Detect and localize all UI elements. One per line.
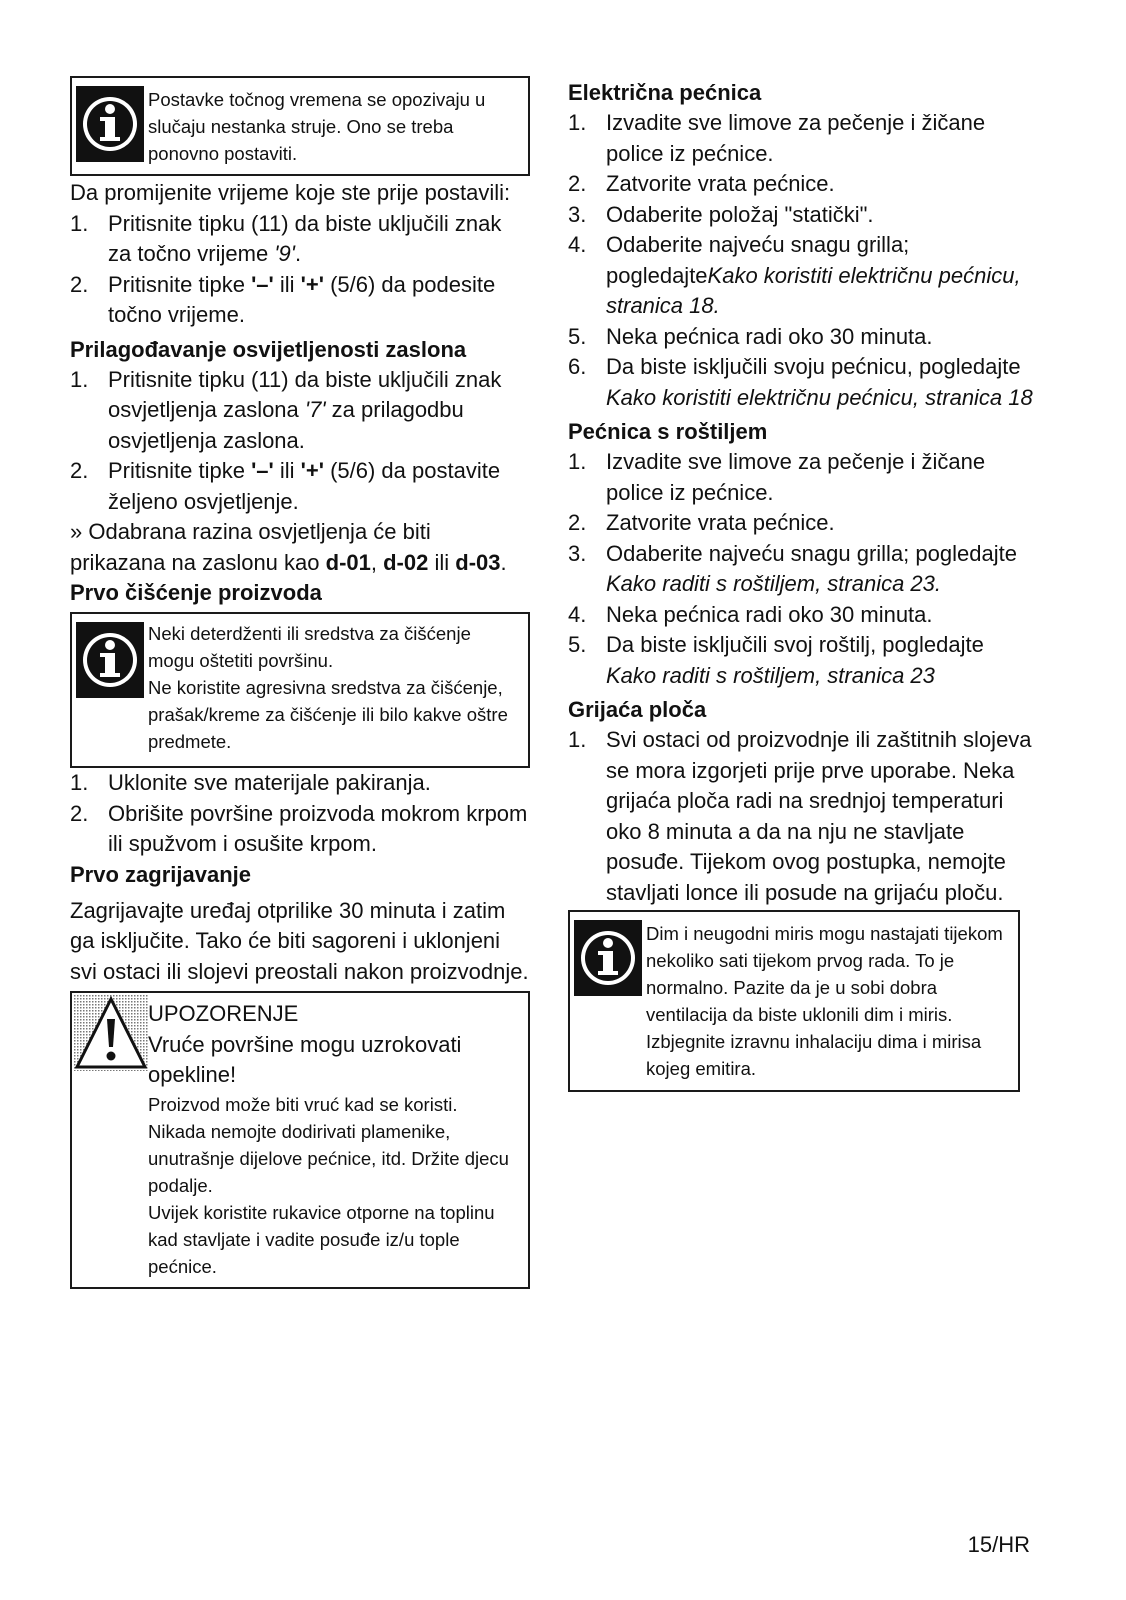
step-text: Odaberite najveću snagu grilla; pogledajte [606, 232, 910, 288]
step-text-end: (5/6) da podesite točno vrijeme. [108, 271, 496, 327]
hob-heading: Grijaća ploča [568, 697, 707, 722]
list-item [70, 768, 530, 799]
step-text-mid: ili [273, 271, 301, 297]
left-column [70, 76, 530, 1289]
list-item [568, 630, 1038, 691]
step-text: Uklonite sve materijale pakiranja. [108, 770, 431, 795]
list-item [70, 799, 530, 860]
list-item [568, 508, 1038, 539]
oven-heading: Električna pećnica [568, 80, 762, 105]
step-number: 1. [568, 449, 587, 474]
plus-key-label: '+' [300, 458, 324, 483]
info-note-smoke [568, 910, 1020, 1092]
list-item [568, 230, 1038, 322]
right-column [568, 78, 1038, 1092]
step-text: Odaberite najveću snagu grilla; pogledajte [606, 540, 1017, 566]
step-reference: Kako koristiti električnu pećnicu, stranica 18. [606, 262, 1021, 318]
oven-steps [568, 108, 1038, 413]
list-item [568, 108, 1038, 169]
list-item [568, 169, 1038, 200]
step-italic: '7' [304, 397, 326, 422]
hob-steps [568, 725, 1038, 908]
note-text: Neki deterdženti ili sredstva za čišćenje mogu oštetiti površinu. [148, 623, 471, 671]
change-time-intro: Da promijenite vrijeme koje ste prije postavili: [70, 180, 511, 205]
step-text-end: . [294, 241, 302, 266]
step-text: Svi ostaci od proizvodnje ili zaštitnih slojeva se mora izgorjeti prije prve uporabe. Neka grijaća ploča radi na srednjoj temperaturi oko 8 minuta a da na nju ne stavljate posuđe. Tijekom ovog postupka, nemojte stavljati lonce ili posude na grijaću ploču. [606, 727, 1032, 905]
minus-key-label: '–' [251, 271, 274, 297]
step-number: 1. [568, 727, 587, 752]
step-text-end: za prilagodbu osvjetljenja zaslona. [108, 397, 464, 453]
list-item [70, 209, 530, 270]
step-reference: Kako koristiti električnu pećnicu, stranica 18 [606, 384, 1033, 410]
warning-text: Proizvod može biti vruć kad se koristi. Nikada nemojte dodirivati plamenike, unutrašnje dijelove pećnice, itd. Držite djecu podalje. [148, 1093, 509, 1196]
note-text: Ne koristite agresivna sredstva za čišćenje, prašak/kreme za čišćenje ili bilo kakve oštre predmete. [148, 677, 508, 752]
list-item [568, 352, 1038, 413]
step-text: Odaberite položaj "statički". [606, 201, 874, 227]
step-text-mid: ili [273, 458, 301, 483]
step-number: 2. [70, 458, 89, 483]
step-number: 2. [70, 800, 89, 826]
separator: , [370, 549, 384, 575]
step-text: Pritisnite tipku (11) da biste uključili znak osvjetljenja zaslona [108, 366, 502, 422]
step-text: Pritisnite tipku (11) da biste uključili znak za točno vrijeme [108, 210, 502, 266]
info-note-detergents [70, 612, 530, 768]
change-time-steps [70, 209, 530, 331]
info-icon [76, 86, 144, 162]
step-number: 2. [568, 171, 587, 196]
brightness-steps [70, 365, 530, 518]
list-item [568, 322, 1038, 353]
step-text: Izvadite sve limove za pečenje i žičane police iz pećnice. [606, 110, 986, 166]
step-text: Izvadite sve limove za pečenje i žičane police iz pećnice. [606, 449, 986, 505]
step-number: 1. [70, 770, 89, 795]
step-number: 2. [568, 510, 587, 535]
plus-key-label: '+' [300, 271, 324, 297]
list-item [568, 600, 1038, 631]
step-text: Da biste isključili svoju pećnicu, pogledajte [606, 354, 1021, 379]
warning-box [70, 991, 530, 1289]
separator: ili [428, 549, 456, 575]
note-text: Dim i neugodni miris mogu nastajati tijekom nekoliko sati tijekom prvog rada. To je normalno. Pazite da je u sobi dobra ventilacija da biste uklonili dim i miris. Izbjegnite izravnu inhalaciju dima i mirisa kojeg emitira. [646, 923, 1003, 1079]
step-number: 1. [70, 366, 89, 392]
list-item [568, 539, 1038, 600]
cleaning-steps [70, 768, 530, 860]
step-text: Neka pećnica radi oko 30 minuta. [606, 323, 933, 349]
list-item [70, 270, 530, 331]
result-end: . [500, 549, 507, 575]
warning-subtitle: Vruće površine mogu uzrokovati opekline! [148, 1031, 462, 1087]
step-number: 5. [568, 323, 587, 349]
step-number: 3. [568, 201, 587, 227]
grill-heading: Pećnica s roštiljem [568, 419, 768, 444]
level-d02: d-02 [383, 549, 429, 575]
list-item [568, 200, 1038, 231]
step-text: Pritisnite tipke [108, 458, 252, 483]
brightness-result [70, 517, 530, 578]
step-number: 1. [568, 110, 587, 135]
info-note-time-reset [70, 76, 530, 176]
heating-heading: Prvo zagrijavanje [70, 861, 251, 887]
info-icon [76, 622, 144, 698]
step-text-end: (5/6) da postavite željeno osvjetljenje. [108, 458, 501, 514]
step-number: 6. [568, 354, 587, 379]
result-text: » Odabrana razina osvjetljenja će biti prikazana na zaslonu kao [70, 519, 431, 575]
step-italic: '9' [274, 241, 295, 266]
step-reference: Kako raditi s roštiljem, stranica 23. [606, 571, 942, 596]
step-number: 4. [568, 601, 587, 627]
page-number: 15/HR [967, 1532, 1030, 1557]
brightness-heading: Prilagođavanje osvijetljenosti zaslona [70, 336, 467, 362]
step-number: 1. [70, 210, 89, 236]
warning-triangle-icon [74, 995, 148, 1071]
step-text: Zatvorite vrata pećnice. [606, 171, 835, 196]
list-item [70, 365, 530, 457]
step-text: Da biste isključili svoj roštilj, pogledajte [606, 632, 984, 657]
note-text: Postavke točnog vremena se opozivaju u slučaju nestanka struje. Ono se treba ponovno postaviti. [148, 89, 486, 164]
heating-text: Zagrijavajte uređaj otprilike 30 minuta i zatim ga isključite. Tako će biti sagoreni i uklonjeni svi ostaci ili slojevi preostali nakon proizvodnje. [70, 897, 529, 984]
grill-steps [568, 447, 1038, 691]
step-number: 5. [568, 632, 587, 657]
level-d01: d-01 [325, 549, 371, 575]
cleaning-heading: Prvo čišćenje proizvoda [70, 580, 322, 605]
step-number: 2. [70, 271, 89, 297]
step-text: Neka pećnica radi oko 30 minuta. [606, 601, 933, 627]
step-text: Obrišite površine proizvoda mokrom krpom ili spužvom i osušite krpom. [108, 800, 528, 856]
step-text: Zatvorite vrata pećnice. [606, 510, 835, 535]
info-icon [574, 920, 642, 996]
minus-key-label: '–' [251, 458, 274, 483]
step-text: Pritisnite tipke [108, 271, 252, 297]
warning-text: Uvijek koristite rukavice otporne na toplinu kad stavljate i vadite posuđe iz/u tople pećnice. [148, 1201, 495, 1277]
step-reference: Kako raditi s roštiljem, stranica 23 [606, 662, 935, 688]
list-item [568, 725, 1038, 908]
list-item [70, 456, 530, 517]
step-number: 3. [568, 540, 587, 566]
level-d03: d-03 [455, 549, 501, 575]
warning-title: UPOZORENJE [148, 1001, 299, 1026]
list-item [568, 447, 1038, 508]
step-number: 4. [568, 232, 587, 257]
